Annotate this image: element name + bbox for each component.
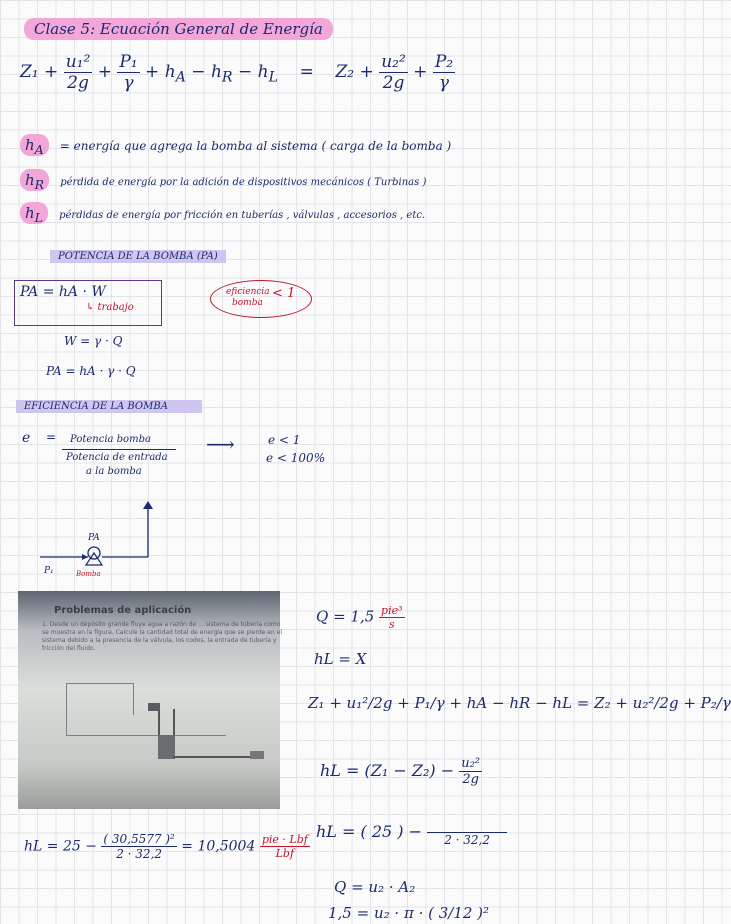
photo-heading: Problemas de aplicación bbox=[54, 605, 192, 616]
pump-bomba-label: Bomba bbox=[76, 570, 101, 578]
definition-hr: $h_R$ pérdida de energía por la adición de dispositivos mecánicos ( Turbinas ) bbox=[20, 170, 426, 192]
trabajo-note: ↳ trabajo bbox=[86, 302, 134, 313]
pa-full-formula: PA = hA · γ · Q bbox=[46, 364, 136, 378]
efficiency-num: Potencia bomba bbox=[70, 434, 151, 445]
definition-hl: $h_L$ pérdidas de energía por fricción en tuberías , válvulas , accesorios , etc. bbox=[20, 203, 425, 225]
solution-hl-result: hL = 25 − $\frac{\text{( 30,5577 )²}}{2 \cdot 32,2}$ = 10,5004 $\frac{\text{pie · Lbf}}{\text{Lbf}}$ bbox=[24, 832, 308, 861]
pump-left-label: P₁ bbox=[44, 566, 54, 576]
photo-problem-text: 1. Desde un depósito grande fluye agua a razón de ... sistema de tubería como se muestra en la figura. Calcule la cantidad total de energía que se pierde en el sistema debido a la presencia de la válvula, los codos, la entrada de tubería y fricción del fluido. bbox=[42, 621, 283, 652]
eq-z1: Z₁ bbox=[20, 62, 39, 82]
efficiency-e: e bbox=[22, 430, 31, 446]
solution-q-equation: Q = u₂ · A₂ bbox=[334, 878, 416, 896]
eq-velocity-term-1: $\frac{\text{u₁²}}{2g}$ bbox=[65, 52, 91, 93]
page-title: Clase 5: Ecuación General de Energía bbox=[24, 18, 333, 40]
w-formula: W = γ · Q bbox=[64, 334, 123, 348]
efficiency-note-line2: bomba bbox=[232, 298, 263, 308]
efficiency-note-line1: eficiencia bbox=[226, 287, 270, 297]
potencia-heading: POTENCIA DE LA BOMBA (PA) bbox=[50, 250, 226, 263]
definition-ha: $h_A$ = energía que agrega la bomba al sistema ( carga de la bomba ) bbox=[20, 135, 451, 157]
efficiency-fraction-bar bbox=[62, 449, 176, 450]
solution-hl-substitution: hL = ( 25 ) − 2 · 32,2 bbox=[316, 818, 507, 847]
eficiencia-heading: EFICIENCIA DE LA BOMBA bbox=[16, 400, 202, 413]
pa-formula: PA = hA · W bbox=[20, 284, 106, 300]
efficiency-result-2: e < 100% bbox=[266, 451, 326, 465]
eq-pressure-term-1: $\frac{\text{P₁}}{\gamma}$ bbox=[119, 52, 138, 93]
problem-photo bbox=[18, 591, 283, 809]
efficiency-eq-sign: = bbox=[46, 430, 57, 444]
pump-top-label: PA bbox=[88, 533, 100, 543]
solution-q: Q = 1,5 $\frac{\text{pie³}}{s}$ bbox=[316, 604, 403, 631]
pump-inlet-arrow bbox=[82, 554, 88, 560]
eq-pressure-term-2: $\frac{\text{P₂}}{\gamma}$ bbox=[434, 52, 454, 93]
pump-riser-arrow bbox=[143, 501, 153, 509]
efficiency-den-1: Potencia de entrada bbox=[66, 452, 168, 463]
energy-equation: Z₁ + $\frac{\text{u₁²}}{2g}$ + $\frac{\text{P₁}}{\gamma}$ + $h_A - h_R - h_L$ = Z₂ + $\frac{\text{u₂²}}{2g}$ + $\frac{\text{P₂}}{\gamma}$ bbox=[20, 52, 454, 93]
efficiency-den-2: a la bomba bbox=[86, 466, 142, 477]
eq-velocity-term-2: $\frac{\text{u₂²}}{2g}$ bbox=[381, 52, 406, 93]
efficiency-result-1: e < 1 bbox=[268, 433, 301, 447]
solution-hl-equation: hL = (Z₁ − Z₂) − $\frac{\text{u₂²}}{2g}$ bbox=[320, 756, 481, 787]
solution-hl: hL = X bbox=[314, 650, 367, 668]
solution-full-equation: Z₁ + u₁²/2g + P₁/γ + hA − hR − hL = Z₂ + u₂²/2g + P₂/γ bbox=[308, 694, 731, 712]
efficiency-note-rel: < 1 bbox=[272, 286, 296, 301]
efficiency-arrow: ⟶ bbox=[206, 432, 235, 456]
solution-last-line: 1,5 = u₂ · π · ( 3/12 )² bbox=[328, 904, 490, 922]
